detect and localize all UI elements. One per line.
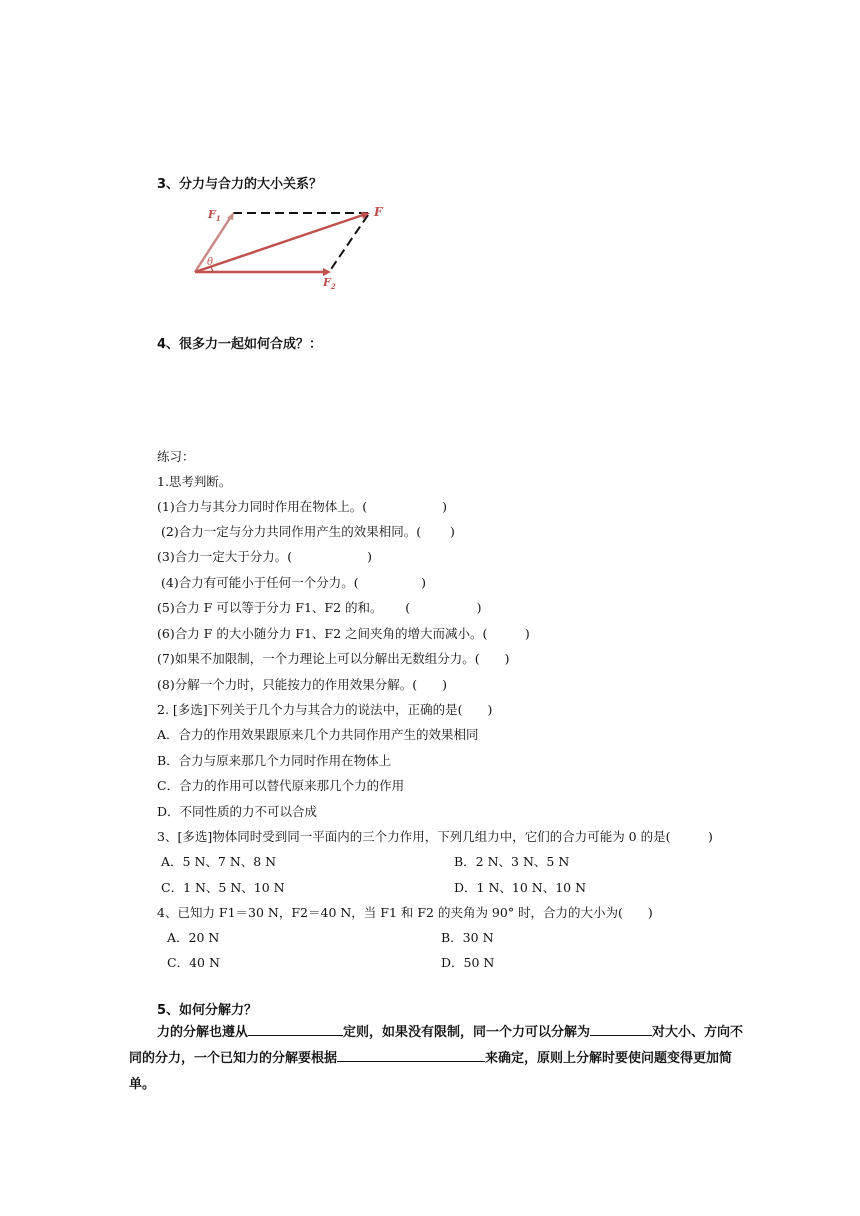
section5-line2: 同的分力，一个已知力的分解要根据 来确定，原则上分解时要使问题变得更加简 xyxy=(129,1046,732,1072)
judgement-item: (7)如果不加限制，一个力理论上可以分解出无数组分力。( ) xyxy=(157,651,510,666)
judgement-item: (1)合力与其分力同时作用在物体上。( ) xyxy=(157,499,447,514)
label-f1: $F_1$ xyxy=(208,208,221,224)
judgement-item: (8)分解一个力时，只能按力的作用效果分解。( ) xyxy=(157,677,447,692)
judgement-item: (6)合力 F 的大小随分力 F1、F2 之间夹角的增大而减小。( ) xyxy=(157,626,530,641)
label-theta: θ xyxy=(207,257,214,268)
q4-stem: 4、已知力 F1＝30 N，F2＝40 N，当 F1 和 F2 的夹角为 90° 时，合力的大小为( ) xyxy=(157,905,653,920)
q3-stem: 3、[多选]物体同时受到同一平面内的三个力作用，下列几组力中，它们的合力可能为 0 的是( ) xyxy=(157,829,713,844)
blank-basis xyxy=(337,1048,485,1062)
resultant-vector xyxy=(195,215,363,272)
q3-option: C．1 N、5 N、10 N xyxy=(161,880,285,895)
label-f: F xyxy=(374,205,383,219)
judgement-item: (2)合力一定与分力共同作用产生的效果相同。( ) xyxy=(161,524,455,539)
q2-option: B．合力与原来那几个力同时作用在物体上 xyxy=(157,753,392,768)
judgement-item: (3)合力一定大于分力。( ) xyxy=(157,549,372,564)
blank-count xyxy=(590,1022,652,1036)
q2-stem: 2. [多选]下列关于几个力与其合力的说法中，正确的是( ) xyxy=(157,702,493,717)
q4-option: C．40 N xyxy=(167,955,220,970)
q1-title: 1.思考判断。 xyxy=(157,474,232,489)
section5-line1: 力的分解也遵从 定则，如果没有限制，同一个力可以分解为 对大小、方向不 xyxy=(157,1020,743,1046)
q4-option: A．20 N xyxy=(167,930,220,945)
judgement-item: (5)合力 F 可以等于分力 F1、F2 的和。 ( ) xyxy=(157,600,482,615)
q4-option: D．50 N xyxy=(441,955,495,970)
label-f2: $F_2$ xyxy=(323,276,336,292)
blank-rule-1 xyxy=(248,1022,343,1036)
section5-line3: 单。 xyxy=(129,1077,156,1092)
q3-option: B．2 N、3 N、5 N xyxy=(454,854,570,869)
section5-heading: 5、如何分解力？ xyxy=(157,1003,258,1018)
q3-option: D．1 N、10 N、10 N xyxy=(454,880,587,895)
q2-option: D．不同性质的力不可以合成 xyxy=(157,804,318,819)
judgement-item: (4)合力有可能小于任何一个分力。( ) xyxy=(161,575,426,590)
f1-vector xyxy=(195,215,232,272)
q2-option: A．合力的作用效果跟原来几个力共同作用产生的效果相同 xyxy=(157,727,479,742)
exercise-title: 练习： xyxy=(157,449,195,464)
q3-option: A．5 N、7 N、8 N xyxy=(161,854,277,869)
q2-option: C．合力的作用可以替代原来那几个力的作用 xyxy=(157,778,405,793)
section4-heading: 4、很多力一起如何合成？： xyxy=(157,337,323,352)
q4-option: B．30 N xyxy=(441,930,494,945)
section3-heading: 3、分力与合力的大小关系？ xyxy=(157,177,323,192)
